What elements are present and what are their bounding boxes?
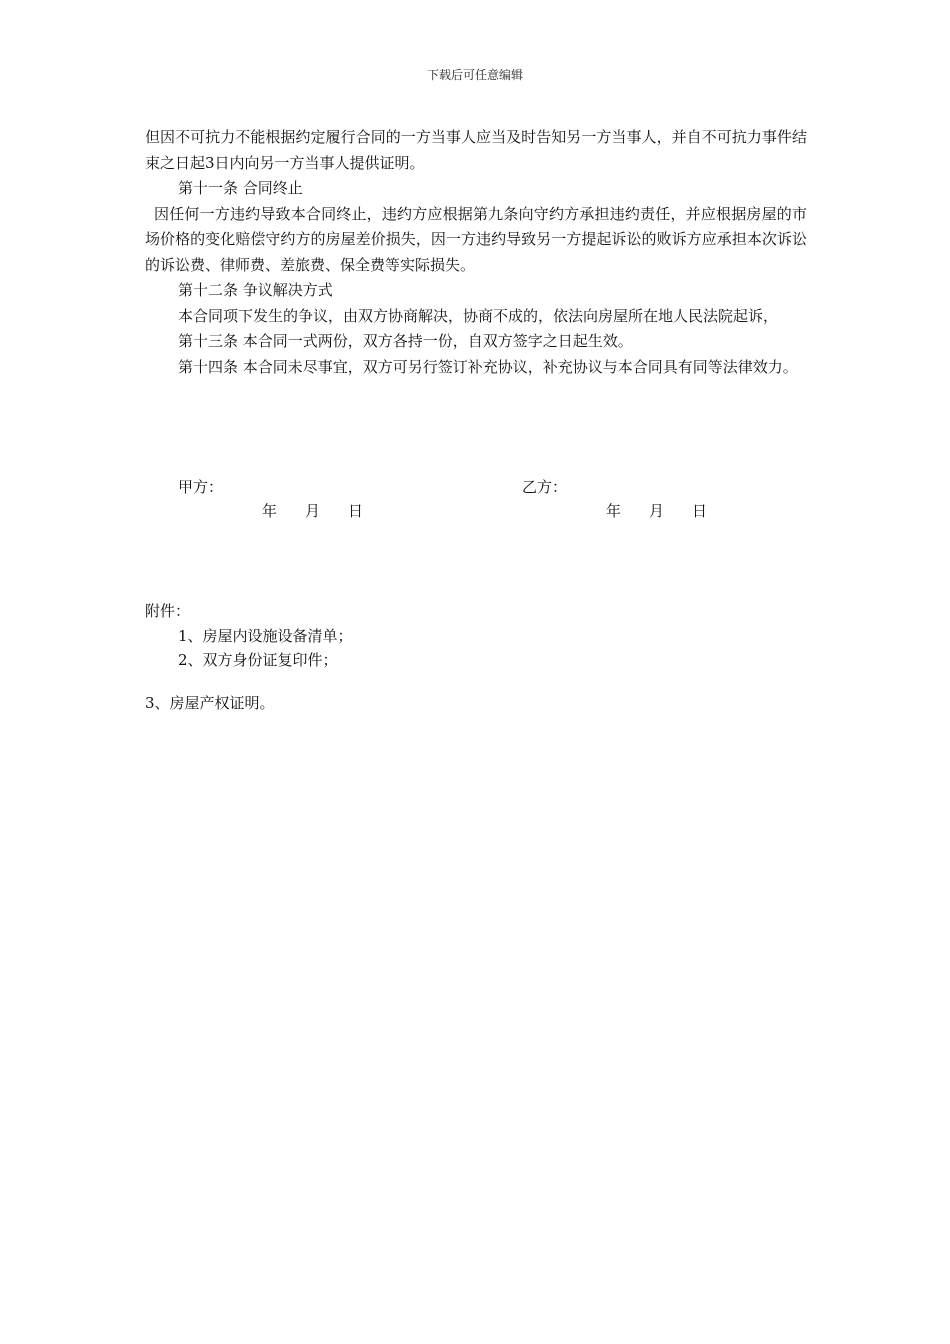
- force-majeure-paragraph: 但因不可抗力不能根据约定履行合同的一方当事人应当及时告知另一方当事人，并自不可抗力事件结束之日起3日内向另一方当事人提供证明。: [145, 128, 807, 172]
- date-day: 日: [692, 502, 708, 520]
- party-a-date: [262, 499, 363, 524]
- contract-body: [145, 125, 807, 380]
- annex-item: 3、房屋产权证明。: [145, 694, 275, 712]
- article-13-text: 第十三条 本合同一式两份，双方各持一份，自双方签字之日起生效。: [178, 332, 633, 350]
- annex-title: 附件：: [145, 602, 191, 620]
- annex-item: 2、双方身份证复印件；: [178, 651, 338, 669]
- article-11-text: 因任何一方违约导致本合同终止，违约方应根据第九条向守约方承担违约责任，并应根据房屋的市场价格的变化赔偿守约方的房屋差价损失，因一方违约导致另一方提起诉讼的败诉方应承担本次诉讼的诉讼费、律师费、差旅费、保全费等实际损失。: [145, 204, 807, 274]
- page-header: 下载后可任意编辑: [426, 68, 523, 82]
- date-month: 月: [649, 502, 665, 520]
- article-11-title: 第十一条 合同终止: [178, 179, 303, 197]
- annex-item: 1、房屋内设施设备清单；: [178, 627, 353, 645]
- article-12-text: 本合同项下发生的争议，由双方协商解决，协商不成的，依法向房屋所在地人民法院起诉，: [178, 306, 779, 325]
- party-a-label: 甲方：: [178, 478, 224, 496]
- date-month: 月: [305, 502, 321, 520]
- date-day: 日: [348, 502, 364, 520]
- date-year: 年: [606, 502, 622, 520]
- party-b-label: 乙方：: [522, 478, 568, 496]
- date-year: 年: [262, 502, 278, 520]
- article-12-title: 第十二条 争议解决方式: [178, 281, 333, 299]
- party-b-date: [606, 499, 707, 524]
- article-14-text: 第十四条 本合同未尽事宜，双方可另行签订补充协议，补充协议与本合同具有同等法律效力。: [178, 357, 798, 376]
